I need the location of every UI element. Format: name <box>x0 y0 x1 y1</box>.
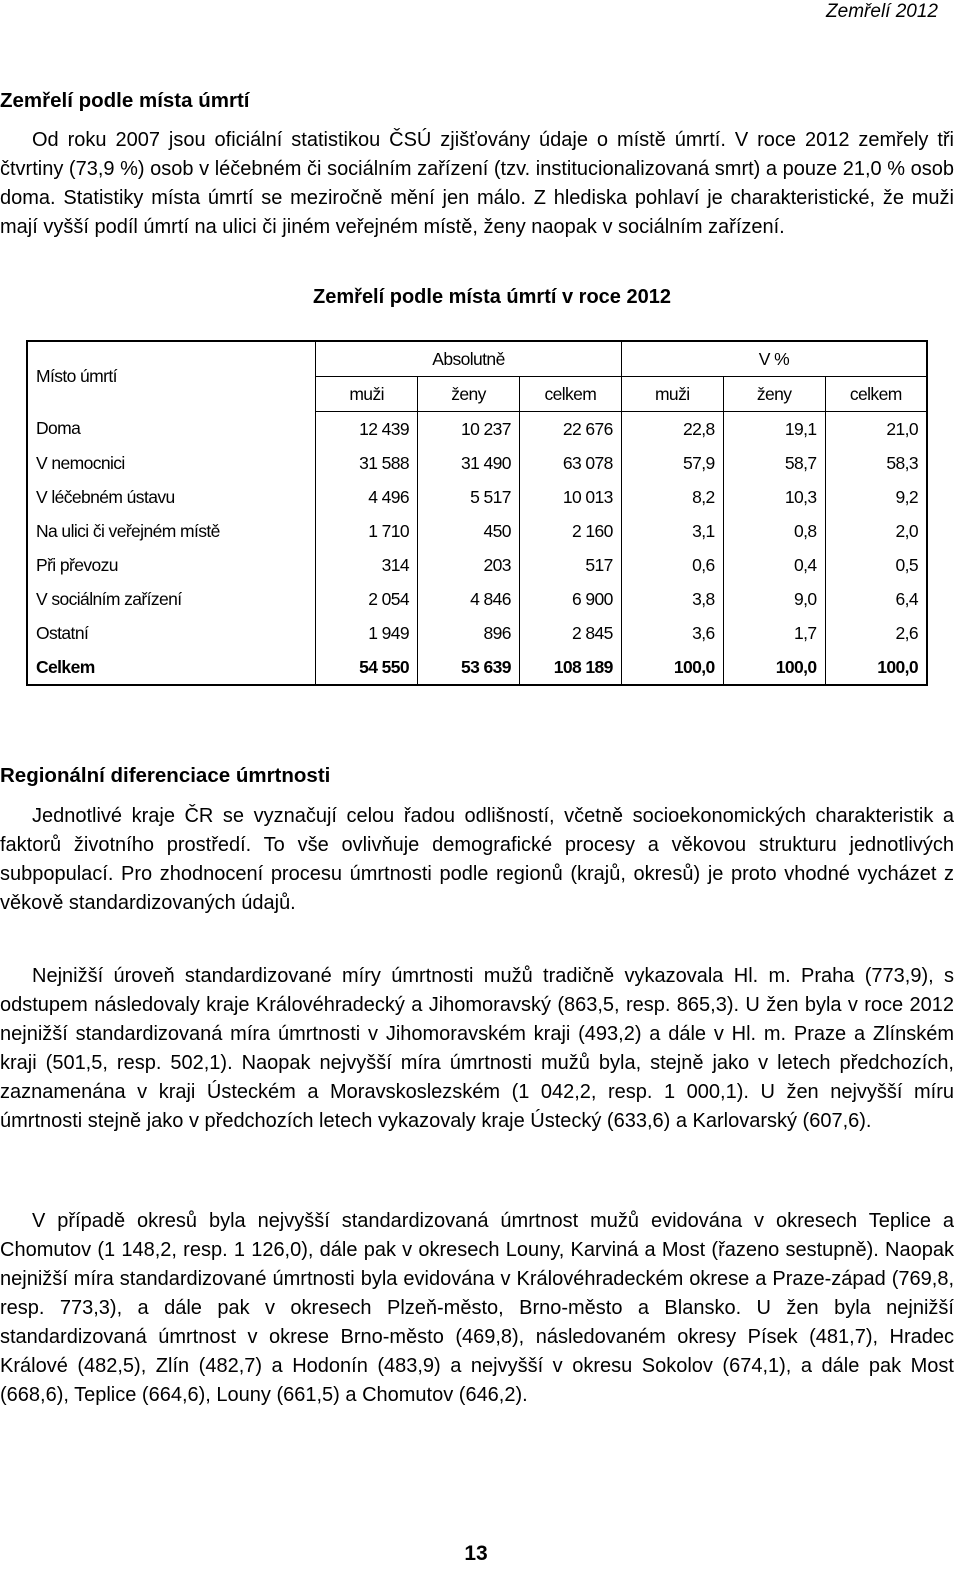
table-caption: Zemřelí podle místa úmrtí v roce 2012 <box>313 286 671 308</box>
regional-paragraph-3: V případě okresů byla nejvyšší standardizovaná úmrtnost mužů evidována v okresech Teplice a Chomutov (1 148,2, resp. 1 126,0), dále pak v okresech Louny, Karviná a Most (řazeno sestupně). Naopak nejnižší míra standardizované úmrtnosti byla evidována v Královéhradeckém okrese a Praze-západ (769,8, resp. 773,3), a dále pak v okresech Plzeň-město, Brno-město a Blansko. U žen byla nejnižší standardizovaná úmrtnost v okrese Brno-město (469,8), následovaném okresy Písek (481,7), Hradec Králové (482,5), Zlín (482,7) a Hodonín (483,9) a nejvyšší v okresu Sokolov (674,1), a dále pak Most (668,6), Teplice (664,6), Louny (661,5) a Chomutov (646,2). <box>0 1210 954 1406</box>
table-cell: 4 846 <box>418 582 520 616</box>
table-cell: 0,6 <box>621 548 723 582</box>
table-cell: 4 496 <box>316 480 418 514</box>
table-cell: 53 639 <box>418 650 520 685</box>
table-cell: 0,5 <box>825 548 927 582</box>
table-cell: 3,8 <box>621 582 723 616</box>
table-cell: 2,6 <box>825 616 927 650</box>
table-cell: 450 <box>418 514 520 548</box>
column-header: celkem <box>825 377 927 412</box>
table-cell: 5 517 <box>418 480 520 514</box>
table-cell: 100,0 <box>723 650 825 685</box>
table-cell: 896 <box>418 616 520 650</box>
table-cell: 2 845 <box>519 616 621 650</box>
row-label: Ostatní <box>36 622 89 643</box>
table-cell: 2,0 <box>825 514 927 548</box>
row-label: Doma <box>36 418 81 439</box>
table-cell: 2 054 <box>316 582 418 616</box>
row-label-header: Místo úmrtí <box>36 366 117 387</box>
regional-paragraph-2: Nejnižší úroveň standardizované míry úmrtnosti mužů tradičně vykazovala Hl. m. Praha (773,9), s odstupem následovaly kraje Královéhradecký a Jihomoravský (863,5, resp. 865,3). U žen byla v roce 2012 nejnižší standardizovaná míra úmrtnosti v Jihomoravském kraji (493,2) a dále v Hl. m. Praze a Zlínském kraji (501,5, resp. 502,1). Naopak nejvyšší míra úmrtnosti mužů byla, stejně jako v letech předchozích, zaznamenána v kraji Ústeckém a Moravskoslezském (1 042,2, resp. 1 000,1). U žen nejvyšší míru úmrtnosti stejně jako v předchozích letech vykazovaly kraje Ústecký (633,6) a Karlovarský (607,6). <box>0 965 954 1132</box>
table-cell: 517 <box>519 548 621 582</box>
table-cell: 22,8 <box>621 412 723 447</box>
regional-paragraph-1: Jednotlivé kraje ČR se vyznačují celou řadou odlišností, včetně socioekonomických charakteristik a faktorů životního prostředí. To vše ovlivňuje demografické procesy a věkovou strukturu jednotlivých subpopulací. Pro zhodnocení procesu úmrtnosti podle regionů (krajů, okresů) je proto vhodné vycházet z věkově standardizovaných údajů. <box>0 805 954 914</box>
table-cell: 63 078 <box>519 446 621 480</box>
table-cell: 1,7 <box>723 616 825 650</box>
row-label: V nemocnici <box>36 452 125 473</box>
table-cell: 6 900 <box>519 582 621 616</box>
table-cell: 2 160 <box>519 514 621 548</box>
row-label: Na ulici či veřejném místě <box>36 520 220 541</box>
table-cell: 10 013 <box>519 480 621 514</box>
table-row <box>27 412 927 447</box>
table-cell: 9,0 <box>723 582 825 616</box>
table-cell: 9,2 <box>825 480 927 514</box>
table-row <box>27 548 927 582</box>
percent-group-header: V % <box>621 341 927 377</box>
table-total-row <box>27 650 927 685</box>
row-label: V sociálním zařízení <box>36 588 182 609</box>
table-cell: 31 588 <box>316 446 418 480</box>
table-row <box>27 480 927 514</box>
table-cell: 10,3 <box>723 480 825 514</box>
row-label: Celkem <box>36 656 95 677</box>
table-cell: 0,8 <box>723 514 825 548</box>
row-label: V léčebném ústavu <box>36 486 175 507</box>
table-cell: 58,7 <box>723 446 825 480</box>
table-cell: 3,6 <box>621 616 723 650</box>
table-cell: 10 237 <box>418 412 520 447</box>
column-header: ženy <box>723 377 825 412</box>
table-cell: 58,3 <box>825 446 927 480</box>
section-heading-regional: Regionální diferenciace úmrtnosti <box>0 764 331 787</box>
table-cell: 6,4 <box>825 582 927 616</box>
section-heading-place-of-death: Zemřelí podle místa úmrtí <box>0 89 250 112</box>
column-header: ženy <box>418 377 520 412</box>
table-cell: 100,0 <box>825 650 927 685</box>
page-number: 13 <box>464 1542 488 1565</box>
column-header: muži <box>316 377 418 412</box>
deaths-by-place-table <box>26 340 928 686</box>
table-cell: 8,2 <box>621 480 723 514</box>
column-header: celkem <box>519 377 621 412</box>
absolute-group-header: Absolutně <box>316 341 622 377</box>
table-cell: 31 490 <box>418 446 520 480</box>
table-cell: 22 676 <box>519 412 621 447</box>
table-row <box>27 616 927 650</box>
table-cell: 1 949 <box>316 616 418 650</box>
intro-paragraph: Od roku 2007 jsou oficiální statistikou ČSÚ zjišťovány údaje o místě úmrtí. V roce 2012 zemřely tři čtvrtiny (73,9 %) osob v léčebném či sociálním zařízení (tzv. institucionalizovaná smrt) a pouze 21,0 % osob doma. Statistiky místa úmrtí se meziročně mění jen málo. Z hlediska pohlaví je charakteristické, že muži mají vyšší podíl úmrtí na ulici či jiném veřejném místě, ženy naopak v sociálním zařízení. <box>0 129 954 238</box>
table-cell: 21,0 <box>825 412 927 447</box>
table-cell: 203 <box>418 548 520 582</box>
table-cell: 19,1 <box>723 412 825 447</box>
table-cell: 100,0 <box>621 650 723 685</box>
table-cell: 12 439 <box>316 412 418 447</box>
table-row <box>27 446 927 480</box>
table-row <box>27 514 927 548</box>
table-cell: 3,1 <box>621 514 723 548</box>
table-cell: 1 710 <box>316 514 418 548</box>
row-label: Při převozu <box>36 554 118 575</box>
table-cell: 108 189 <box>519 650 621 685</box>
running-header: Zemřelí 2012 <box>826 1 938 22</box>
table-row <box>27 582 927 616</box>
column-header: muži <box>621 377 723 412</box>
table-cell: 0,4 <box>723 548 825 582</box>
table-cell: 57,9 <box>621 446 723 480</box>
table-cell: 314 <box>316 548 418 582</box>
table-cell: 54 550 <box>316 650 418 685</box>
